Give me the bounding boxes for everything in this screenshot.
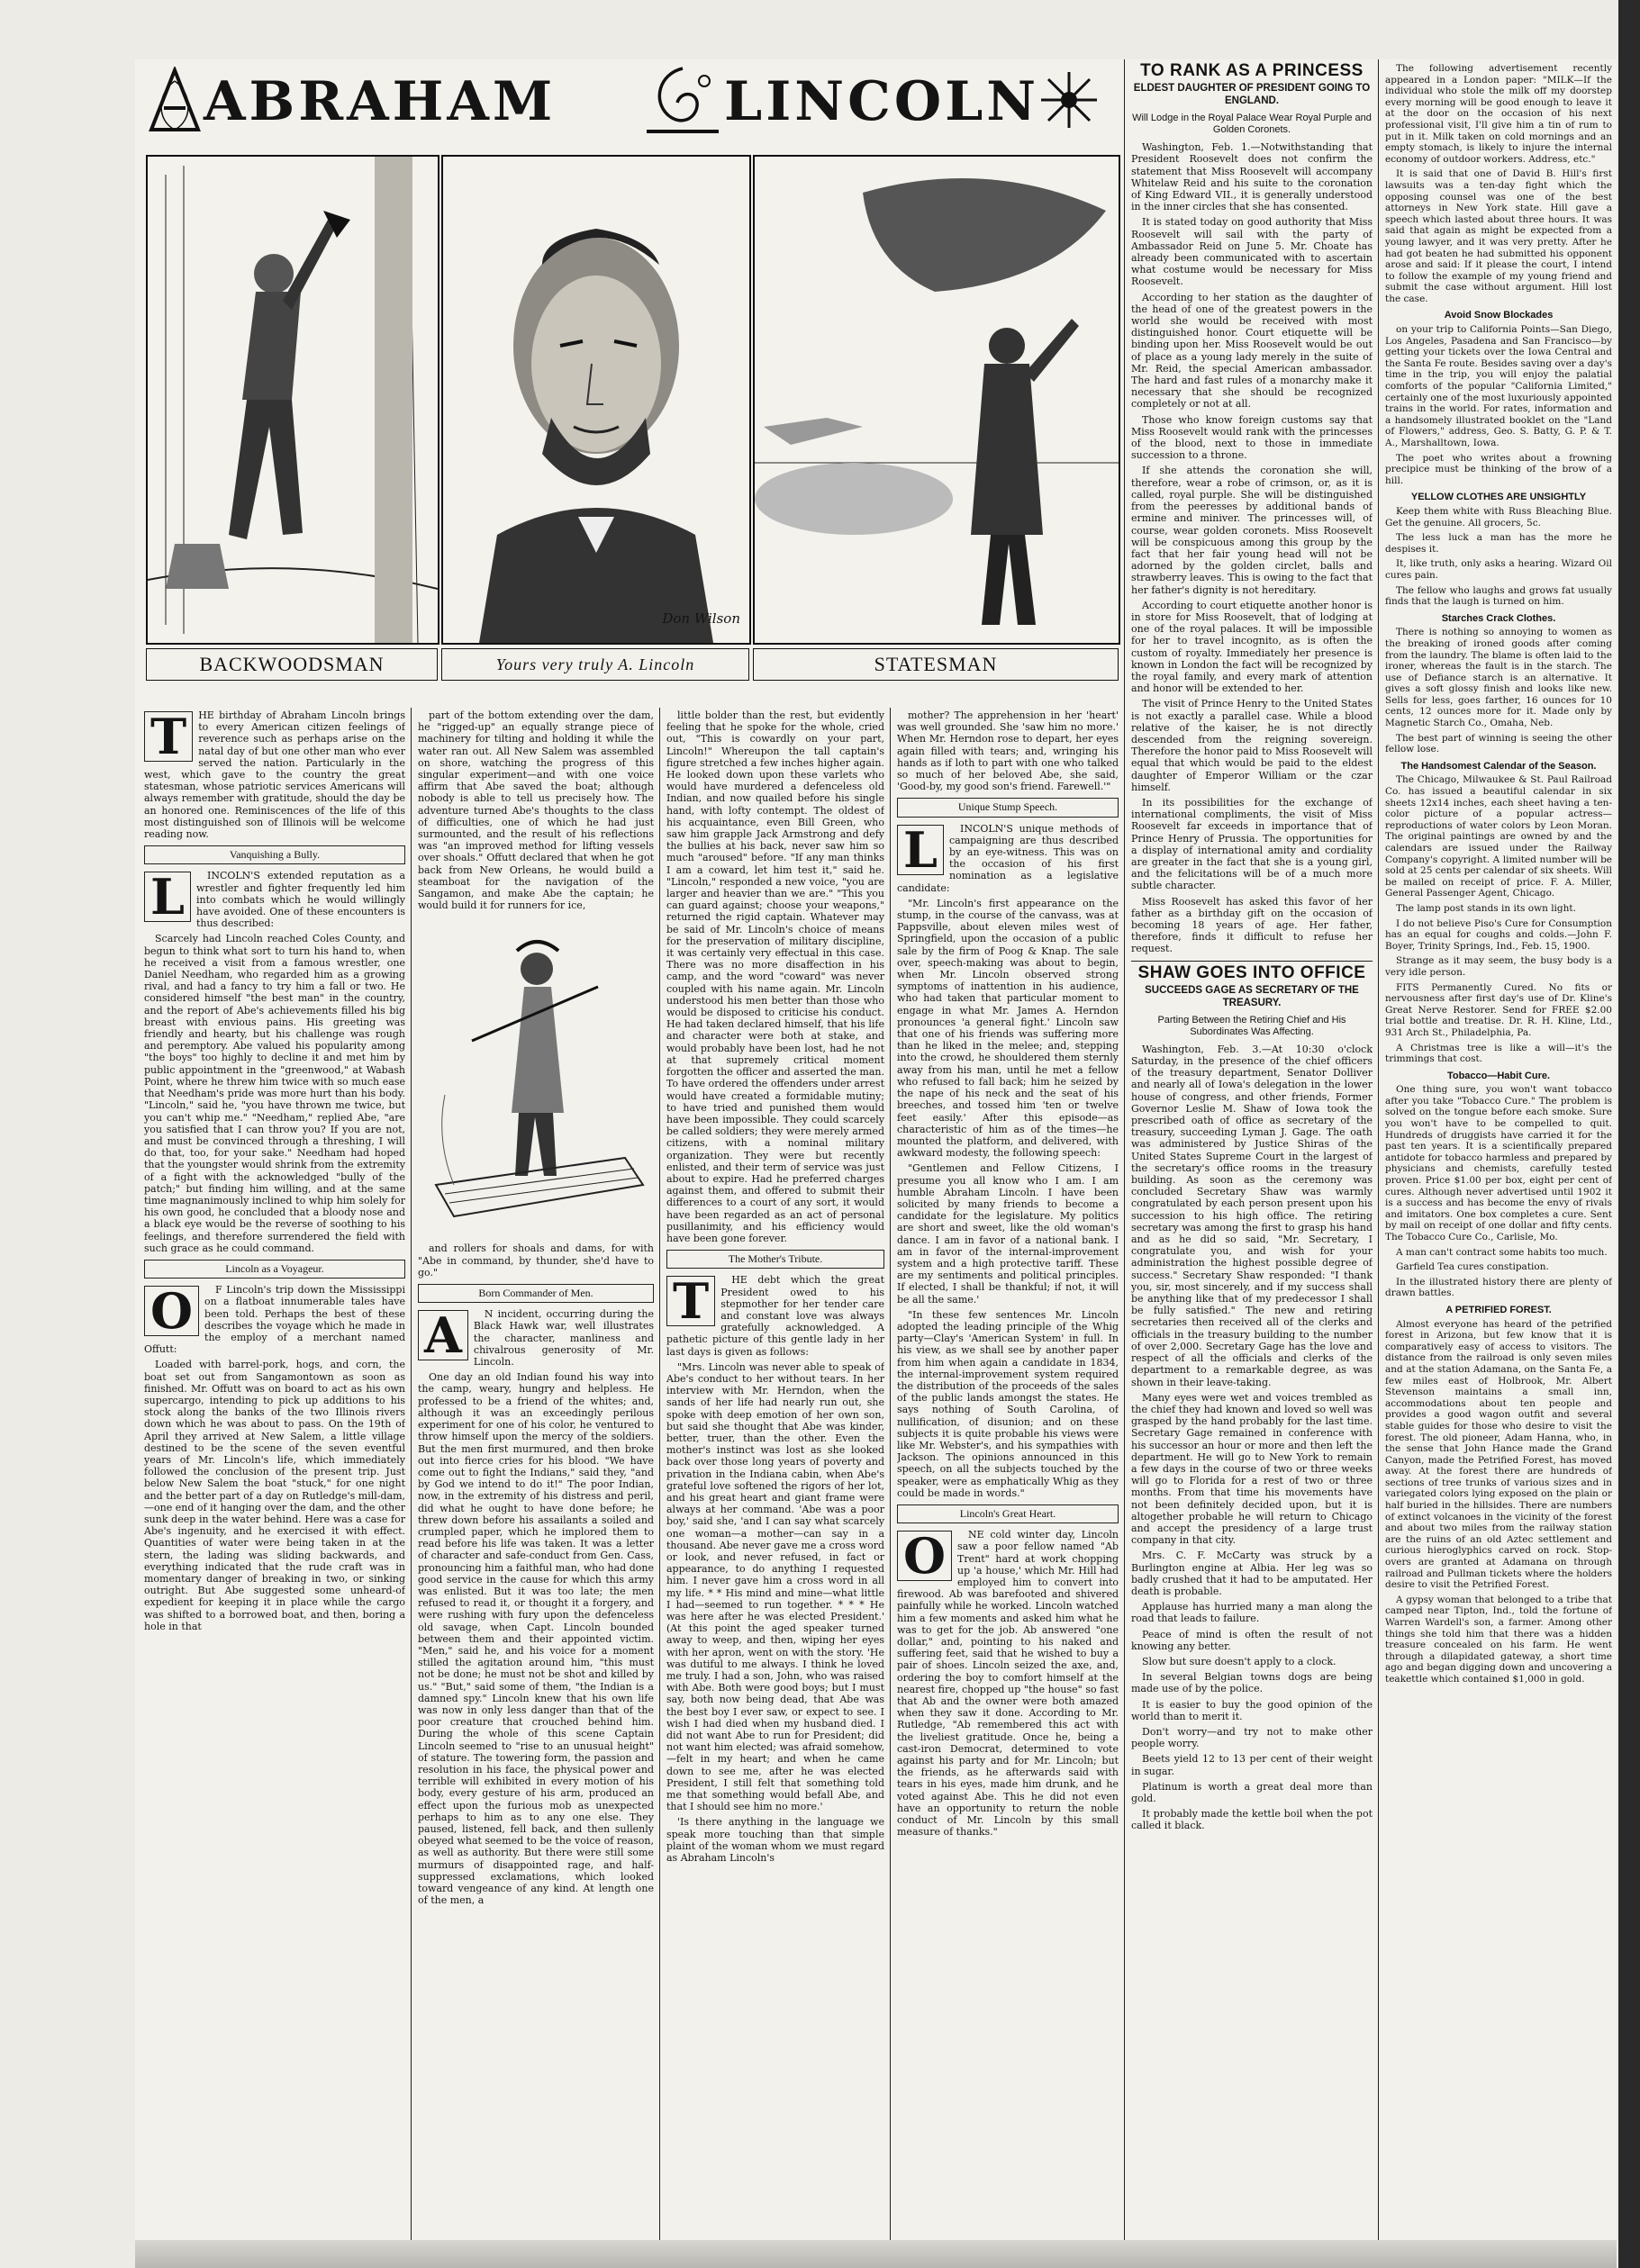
ad-item: Garfield Tea cures constipation. [1396, 1261, 1549, 1273]
paragraph: One day an old Indian found his way into the camp, weary, hungry and helpless. He professed to be a friend of the whites; and, although it was an exceedingly perilous experiment for one of his color, he ventured to throw himself upon the mercy of the soldiers. But the men first murmured, and then broke out into fierce cries for his blood. "We have come out to fight the Indians," said they, "and by God we intend to do it!" The poor Indian, now, in the extremity of his distress and peril, did what he ought to have done before; he threw down before his assailants a soiled and crumpled paper, which he implored them to read before his life was taken. It was a letter of character and safe-conduct from Gen. Cass, pronouncing him a faithful man, who had done good service in the cause for which this army was enlisted. But it was too late; the men refused to read it, or thought it a forgery, and were rushing with fury upon the defenceless old savage, when Capt. Lincoln bounded between them and their appointed victim. "Men," said he, and his voice for a moment stilled the agitation around him, "this must not be done; he must not be shot and killed by us." "But," said some of them, "the Indian is a damned spy." Lincoln knew that his own life was now in only less danger than that of the poor creature that crouched behind him. During the whole of this scene Captain Lincoln seemed to "rise to an unusual height" of stature. The towering form, the passion and resolution in his face, the physical power and terrible will exhibited in every motion of his body, every gesture of his arm, produced an effect upon the furious mob as unexpected perhaps to him as to any one else. They paused, listened, fell back, and then sullenly obeyed what seemed to be the voice of reason, as well as authority. But there were still some murmurs of disappointed rage, and half-suppressed exclamations, which looked toward vengeance of any kind. At length one of the men, a [418, 1371, 654, 1907]
paragraph: Scarcely had Lincoln reached Coles County, and begun to think what sort to turn his hand to, when he received a visit from a famous wrestler, one Daniel Needham, who regarded him as a growing rival, and had a fancy to try him a fall or two. He considered himself "the best man" in the country, and the report of Abe's achievements filled his big breast with envious pains. His greeting was friendly and hearty, but his challenge was rough and peremptory. Abe valued his popularity among "the boys" too highly to decline it and met him by public appointment in the "greenwood," at Wabash Point, where he threw him twice with so much ease that Needham's pride was more hurt than his body. "Lincoln," said he, "you have thrown me twice, but you can't whip me." "Needham," replied Abe, "are you satisfied that I can throw you? If you are not, and must be convinced through a threshing, I will do that, too, for your sake." Needham had hoped that the youngster would shrink from the extremity of a fight with the acknowledged "bully of the patch;" but finding him willing, and at the same time magnanimously inclined to whip him solely for his own good, he concluded that a bloody nose and a black eye would be the reverse of soothing to his feelings, and therefore surrendered the field with such grace as he could command. [144, 933, 405, 1254]
column-3 [666, 709, 884, 2251]
drop-cap: T [144, 711, 193, 762]
masthead-title-second: LINCOLN [724, 70, 1040, 133]
paragraph: INCOLN'S unique methods of campaigning are thus described by an eye-witness. This was on the occasion of his first nomination as a legislative candidate: [897, 822, 1119, 894]
paragraph: little bolder than the rest, but evidently feeling that he spoke for the whole, cried out, "This is cowardly on your part, Lincoln!" Whereupon the tall captain's figure stretched a few inches higher again. He looked down upon these varlets who would have murdered a defenceless old Indian, and now quailed before his single hand, with lofty contempt. The oldest of his acquaintance, even Bill Green, who saw him grapple Jack Armstrong and defy the bullies at his back, never saw him so much "aroused" before. "If any man thinks I am a coward, let him test it," said he. "Lincoln," responded a new voice, "you are larger and heavier than we are." "This you can guard against; choose your weapons," returned the rigid captain. Whatever may be said of Mr. Lincoln's choice of means for the preservation of military discipline, it was certainly very effectual in this case. There was no more disaffection in his camp, and the word "coward" was never coupled with his name again. Mr. Lincoln understood his men better than those who would be disposed to criticise his conduct. He had taken declared himself, that his life and character were both at stake, and would probably have been lost, had he not at that supremely critical moment forgotten the officer and asserted the man. To have ordered the offenders under arrest would have created a formidable mutiny; to have tried and punished them would have been impossible. They could scarcely be called soldiers; they were merely armed citizens, with a nominal military organization. They were but recently enlisted, and their term of service was just about to expire. Had he preferred charges against them, and offered to submit their differences to a court of any sort, it would have been regarded as an act of personal pusillanimity, and his efficiency would have been gone forever. [666, 709, 884, 1244]
ad-item: The following advertisement recently appeared in a London paper: "MILK—If the individual who stole the milk off my doorstep every morning will be good enough to leave it at the door on the occasion of his next professional visit, I'll give him a tin of rum to put in it. Milk taken on cold mornings and an empty stomach, is likely to injure the internal economy of outdoor workers. Address, etc." [1385, 63, 1612, 165]
ad-item: It is said that one of David B. Hill's first lawsuits was a ten-day fight which the opposing counsel was one of the best attorneys in New York state. Hill gave a speech which lasted about three hours. It was said that again as might be expected from a young lawyer, and it was very pretty. After he had got beaten he had submitted his opponent arose and said: If it please the court, I intend to follow the example of my young friend and submit the case without argument. Hill lost the case. [1385, 168, 1612, 304]
heading-voyageur: Lincoln as a Voyageur. [144, 1260, 405, 1279]
column-rule [1378, 59, 1379, 2252]
scan-edge-bottom [135, 2240, 1617, 2268]
caption-backwoodsman: BACKWOODSMAN [146, 648, 438, 681]
drop-cap: L [897, 825, 944, 875]
commander-article [418, 1308, 654, 1906]
caption-statesman: STATESMAN [753, 648, 1119, 681]
illustration-portrait [441, 155, 751, 645]
artist-signature: Don Wilson [662, 610, 740, 627]
paragraph: According to court etiquette another honor is in store for Miss Roosevelt, that of lodging at one of the royal palaces. It will be impossible for her to travel incognito, as is often the custom of royalty. Immediately her presence is known in London the fact will be recognized by the royal family, and every mark of attention and honor will be extended to her. [1131, 599, 1373, 695]
masthead [148, 63, 1120, 137]
paragraph: Washington, Feb. 1.—Notwithstanding that President Roosevelt does not confirm the statement that Miss Roosevelt will accompany Whitelaw Reid and his suite to the coronation of King Edward VII., it is generally understood in the inner circles that she has consented. [1131, 141, 1373, 213]
headline-princess: TO RANK AS A PRINCESS [1140, 63, 1364, 80]
paragraph: In its possibilities for the exchange of international compliments, the visit of Miss Roosevelt far exceeds in importance that of Prince Henry of Prussia. The opportunities for a display of international amity and cordiality are greater in the fact that she is a young girl, and the felicitations will be of a much more subtle character. [1131, 796, 1373, 892]
paragraph: HE debt which the great President owed to his stepmother for her tender care and constant love was always gratefully acknowledged. A pathetic picture of this gentle lady in her last days is given as follows: [666, 1274, 884, 1358]
paragraph: Don't worry—and try not to make other people worry. [1131, 1725, 1373, 1750]
paragraph: According to her station as the daughter of the head of one of the greatest powers in the world she would be received with most distinguished honor. Court etiquette will be binding upon her. Miss Roosevelt would be out of place as a young lady merely in the suite of Mr. Reid, the special American ambassador. The hard and fast rules of a monarchy make it necessary that she should be recognized completely or not at all. [1131, 291, 1373, 411]
ad-item: The fellow who laughs and grows fat usually finds that the laugh is turned on him. [1385, 584, 1612, 608]
heading-stump-speech: Unique Stump Speech. [897, 798, 1119, 817]
column-2 [418, 709, 654, 2251]
illustration-statesman [753, 155, 1120, 645]
intro-text: HE birthday of Abraham Lincoln brings to every American citizen feelings of reverence such as perhaps arise on the natal day of but one other man who ever served the nation. Particularly in the west, which gave to the country the great statesman, whose patriotic services Americans will always remember with gratitude, should the day be an honored one. Reminiscences of the life of this most distinguished son of Illinois will be welcome reading now. [144, 709, 405, 841]
heading-great-heart: Lincoln's Great Heart. [897, 1504, 1119, 1523]
column-rule [411, 708, 412, 2252]
scan-edge-right [1618, 0, 1640, 2268]
paragraph: Mrs. C. F. McCarty was struck by a Burlington engine at Albia. Her leg was so badly crushed that it had to be amputated. Her death is probable. [1131, 1550, 1373, 1597]
paragraph: Platinum is worth a great deal more than gold. [1131, 1780, 1373, 1804]
woodchopper-illustration [148, 157, 438, 643]
divider [1131, 961, 1373, 962]
paragraph: The visit of Prince Henry to the United States is not exactly a parallel case. While a blood relative of the kaiser, he is not directly descended from the reigning sovereign. Therefore the honor paid to Miss Roosevelt will equal that which would be paid to the eldest daughter of Emperor William or the czar himself. [1131, 698, 1373, 793]
masthead-title-first: ABRAHAM [204, 70, 557, 133]
paragraph: If she attends the coronation she will, therefore, wear a robe of crimson, or, as it is called, royal purple. She will be distinguished from the peeresses by additional bands of ermine and miniver. The princesses will, of course, wear golden coronets. Miss Roosevelt will be conspicuous among this group by the fact that her fair young head will not be adorned by the golden circlet, balls and strawberry leaves. This is owing to the fact that her father's dignity is not hereditary. [1131, 465, 1373, 596]
paragraph: Miss Roosevelt has asked this favor of her father as a birthday gift on the occasion of becoming 18 years of age. Her father, therefore, finds it difficult to refuse her request. [1131, 895, 1373, 955]
intro-article [144, 709, 405, 840]
subhead2-princess: Will Lodge in the Royal Palace Wear Royal Purple and Golden Coronets. [1132, 113, 1372, 136]
drop-cap: T [666, 1276, 715, 1326]
paragraph: "Mrs. Lincoln was never able to speak of Abe's conduct to her without tears. In her interview with Mr. Herndon, when the sands of her life had nearly run out, she spoke with deep emotion of her own son, but said she thought that Abe was kinder, better, truer, than the other. Even the mother's instinct was lost as she looked back over those long years of poverty and privation in the Indiana cabin, when Abe's grateful love softened the rigors of her lot, and his great heart and giant frame were always at her command. 'Abe was a poor boy,' said she, 'and I can say what scarcely one woman—a mother—can say in a thousand. Abe never gave me a cross word or look, and never refused, in fact or appearance, to do anything I requested him. I never gave him a cross word in all my life. * * His mind and mine—what little I had—seemed to run together. * * * He was here after he was elected President.' (At this point the aged speaker turned away to weep, and then, wiping her eyes with her apron, went on with the story. 'He was dutiful to me always. I think he loved me truly. I had a son, John, who was raised with Abe. Both were good boys; but I must say, both now being dead, that Abe was the best boy I ever saw, or expect to see. I wish I had died when my husband died. I did not want Abe to run for President; did not want him elected; was afraid somehow,—felt in my heart; and when he came down to see me, after he was elected President, I still felt that something told me that something would befall Abe, and that I should see him no more.' [666, 1360, 884, 1813]
paragraph: INCOLN'S extended reputation as a wrestler and fighter frequently led him into combats which he would willingly have avoided. One of these encounters is thus described: [195, 870, 405, 930]
mother-article [666, 1274, 884, 1864]
column-1 [144, 709, 405, 2251]
ad-item: The poet who writes about a frowning precipice must be thinking of the brow of a hill. [1385, 452, 1612, 486]
paragraph: F Lincoln's trip down the Mississippi on a flatboat innumerable tales have been told. Perhaps the best of these describes the voyage which he made in the employ of a merchant named Offutt: [144, 1284, 405, 1356]
paragraph: It is stated today on good authority that Miss Roosevelt will sail with the party of Ambassador Reid on June 5. Mr. Choate has already been communicated with to ascertain what costume would be necessary for Miss Roosevelt. [1131, 216, 1373, 288]
paragraph: "Mr. Lincoln's first appearance on the stump, in the course of the canvass, was at Pappsville, about eleven miles west of Springfield, upon the occasion of a public sale by the firm of Poog & Knap. The sale over, speech-making was about to begin, when Mr. Lincoln observed strong symptoms of inattention in his audience, who had taken that particular moment to engage in what Mr. James A. Herndon pronounces 'a general fight.' Lincoln saw that one of his friends was suffering more than he liked in the melee; and, stepping into the crowd, he shouldered them sternly away from his man, until he met a fellow who refused to fall back; him he seized by the nape of his neck and the seat of his breeches, and tossed him 'ten or twelve feet easily.' After this episode—as characteristic of him as of the times—he mounted the platform, and delivered, with awkward modesty, the following speech: [897, 897, 1119, 1160]
woman-on-raft-illustration [418, 915, 654, 1239]
subhead2-shaw: Parting Between the Retiring Chief and His Subordinates Was Affecting. [1157, 1014, 1346, 1037]
drop-cap: O [897, 1531, 952, 1581]
orator-illustration [755, 157, 1119, 643]
heading-vanquishing-bully: Vanquishing a Bully. [144, 845, 405, 864]
illustration-backwoodsman [146, 155, 439, 645]
ad-item: A gypsy woman that belonged to a tribe that camped near Tipton, Ind., told the fortune of Warren Wardell's son, a farmer. Among other things she told him that there was a hidden treasure concealed on his farm. He went through a dilapidated gateway, a short time ago and began digging down and uncovering a teakettle which contained $1,000 in gold. [1385, 1594, 1612, 1685]
column-rule [659, 708, 660, 2252]
heading-mothers-tribute: The Mother's Tribute. [666, 1250, 884, 1269]
paragraph: Many eyes were wet and voices trembled as the chief they had known and loved so well was grasped by the hand probably for the last time. Secretary Gage remained in conference with his successor an hour or more and then left the department. He will go to New York to remain a few days in the course of two or three weeks will go to Florida for a rest of two or three months. From that time his movements have not been definitely decided upon, but it is altogether probable he will return to Chicago and accept the presidency of a large trust company in that city. [1131, 1391, 1373, 1547]
paragraph: part of the bottom extending over the dam, he "rigged-up" an equally strange piece of machinery for tilting and holding it while the water ran out. All New Salem was assembled on shore, watching the progress of this singular experiment—and with one voice affirm that Abe saved the boat; although nobody is able to tell us precisely how. The adventure turned Abe's thoughts to the class of difficulties, one of which he had just surmounted, and the result of his reflections was "an improved method for lifting vessels over shoals." Offutt declared that when he got back from New Orleans, he would build a steamboat for the navigation of the Sangamon, and make Abe the captain; he would build it for runners for ice, [418, 709, 654, 912]
caption-signature: Yours very truly A. Lincoln [441, 648, 749, 681]
paragraph: Applause has hurried many a man along the road that leads to failure. [1131, 1601, 1373, 1625]
paragraph: Slow but sure doesn't apply to a clock. [1142, 1655, 1336, 1667]
ad-item: A PETRIFIED FOREST. Almost everyone has heard of the petrified forest in Arizona, but few know that it is comparatively easy of access to visitors. The distance from the railroad is only seven miles and at the station Adamana, on the Santa Fe, a few miles east of Holbrook, Mr. Albert Stevenson maintains a small inn, accommodations about ten people and provides a good wagon outfit and several stable guides for those who desire to visit the forest. The old pioneer, Adam Hanna, who, in the sense that John Hance made the Grand Canyon, made the Petrified Forest, has moved away. At the forest there are hundreds of sections of tree trunks of various sizes and in variegated colors lying exposed on the plain or half buried in the hillsides. There are numbers of extinct volcanoes in the vicinity of the forest and about two miles from the railway station are the ruins of an old Aztec settlement and curious hieroglyphics carved on rock. Stop-overs are granted at Adamana on through railroad and Pullman tickets where the holders desire to visit the Petrified Forest. [1385, 1304, 1612, 1591]
ad-item: YELLOW CLOTHES ARE UNSIGHTLY Keep them white with Russ Bleaching Blue. Get the genuine. All grocers, 5c. [1385, 492, 1612, 529]
ornament-left-icon [148, 67, 202, 133]
ad-item: It, like truth, only asks a hearing. Wizard Oil cures pain. [1385, 558, 1612, 581]
lincoln-portrait-illustration [443, 157, 749, 643]
heading-born-commander: Born Commander of Men. [418, 1284, 654, 1303]
column-rule [1124, 59, 1125, 2252]
drop-cap: O [144, 1286, 199, 1336]
ad-item: A man can't contract some habits too much. [1396, 1246, 1608, 1258]
paragraph: Those who know foreign customs say that Miss Roosevelt would rank with the princesses of the blood, next to those in immediate succession to a throne. [1131, 413, 1373, 462]
paragraph: 'Is there anything in the language we speak more touching than that simple plaint of the woman whom we must regard as Abraham Lincoln's [666, 1816, 884, 1865]
column-rule [890, 708, 891, 2252]
ad-item: The Handsomest Calendar of the Season. The Chicago, Milwaukee & St. Paul Railroad Co. has issued a beautiful calendar in six sheets 12x14 inches, each sheet having a ten-color picture of a popular actress—reproductions of water colors by Leon Moran. The original paintings are owned by and the calendars are issued under the Railway Company's copyright. A limited number will be sold at 25 cents per calendar of six sheets. Will be mailed on receipt of price. F. A. Miller, General Passenger Agent, Chicago. [1385, 760, 1612, 899]
ad-item: The best part of winning is seeing the other fellow lose. [1385, 732, 1612, 755]
ad-item: Starches Crack Clothes. There is nothing so annoying to women as the breaking of ironed goods after coming from the laundry. The blame is often laid to the ironer, whereas the fault is in the starch. The use of Defiance starch is an alternative. It gives a soft glossy finish and looks like new. Sells for less, goes farther, 16 ounces for 10 cents, 12 ounces more for it. Made only by Magnetic Starch Co., Omaha, Neb. [1385, 612, 1612, 729]
column-6-ads [1385, 63, 1612, 2251]
newspaper-page [135, 59, 1617, 2256]
subhead-princess: ELDEST DAUGHTER OF PRESIDENT GOING TO ENGLAND. [1133, 83, 1371, 107]
stump-article [897, 820, 1119, 1499]
paragraph: "In these few sentences Mr. Lincoln adopted the leading principle of the Whig party—Clay's 'American System' in full. In his view, as we shall see by another paper from him when again a candidate in 1834, the internal-improvement system required the distribution of the proceeds of the sales of the public lands amongst the states. He says nothing of South Carolina, of nullification, of disunion; and on these subjects it is quite probable his views were like Mr. Webster's, and his sympathies with Jackson. The opinions announced in this speech, on all the subjects touched by the speaker, were as emphatically Whig as they could be made in words." [897, 1308, 1119, 1499]
ad-item: The lamp post stands in its own light. [1396, 902, 1576, 914]
star-ornament-icon [1037, 68, 1101, 131]
ad-item: Tobacco—Habit Cure. One thing sure, you won't want tobacco after you take "Tobacco Cure." The problem is solved on the tongue before each smoke. Sure you won't have to be compelled to quit. Hundreds of druggists have carried it for the past ten years. It is a scientifically prepared antidote for tobacco harmless and prepared by physicians and chemists, carefully tested proven. Price $1.00 per box, eight per cent of cures. Although never advertised until 1902 it is a success and has become the envy of rivals and imitators. One box completes a cure. Sent by mail on receipt of one dollar and fifty cents. The Tobacco Cure Co., Carlisle, Mo. [1385, 1070, 1612, 1242]
ad-item: Avoid Snow Blockades on your trip to California Points—San Diego, Los Angeles, Pasadena and San Francisco—by getting your tickets over the Iowa Central and the Santa Fe route. Besides saving over a day's time in the trip, you will enjoy the palatial comforts of the popular "California Limited," certainly one of the most luxuriously appointed trains in the world. For rates, information and a handsomely illustrated booklet on the "Land of Flowers," address, Geo. S. Batty, G. P. & T. A., Marshalltown, Iowa. [1385, 310, 1612, 448]
ad-item: A Christmas tree is like a will—it's the trimmings that cost. [1385, 1042, 1612, 1065]
drop-cap: A [418, 1310, 468, 1360]
paragraph: In several Belgian towns dogs are being made use of by the police. [1131, 1671, 1373, 1695]
column-4 [897, 709, 1119, 2251]
paragraph: Peace of mind is often the result of not knowing any better. [1131, 1628, 1373, 1652]
paragraph: It probably made the kettle boil when the pot called it black. [1131, 1808, 1373, 1832]
paragraph: mother? The apprehension in her 'heart' was well grounded. She 'saw him no more.' When Mr. Herndon rose to depart, her eyes again filled with tears; and, wringing his hands as if loth to part with one who talked so much of her beloved Abe, she said, 'Good-by, my good son's friend. Farewell.'" [897, 709, 1119, 793]
ad-item: In the illustrated history there are plenty of drawn battles. [1385, 1276, 1612, 1299]
voyageur-article [144, 1284, 405, 1632]
ad-item: I do not believe Piso's Cure for Consumption has an equal for coughs and colds.—John F. Boyer, Trinity Springs, Ind., Feb. 15, 1900. [1385, 917, 1612, 952]
bully-article [144, 870, 405, 1254]
ornament-center-icon [641, 65, 724, 137]
ad-item: The less luck a man has the more he despises it. [1385, 532, 1612, 555]
ad-item: FITS Permanently Cured. No fits or nervousness after first day's use of Dr. Kline's Great Nerve Restorer. Send for FREE $2.00 trial bottle and treatise. Dr. R. H. Kline, Ltd., 931 Arch St., Philadelphia, Pa. [1385, 981, 1612, 1038]
paragraph: and rollers for shoals and dams, for with "Abe in command, by thunder, she'd have to go." [418, 1242, 654, 1279]
paragraph: Beets yield 12 to 13 per cent of their weight in sugar. [1131, 1753, 1373, 1777]
paragraph: "Gentlemen and Fellow Citizens, I presume you all know who I am. I am humble Abraham Lincoln. I have been solicited by many friends to become a candidate for the legislature. My politics are short and sweet, like the old woman's dance. I am in favor of a national bank. I am in favor of the internal-improvement system and a high protective tariff. These are my sentiments and political principles. If elected, I shall be thankful; if not, it will be all the same.' [897, 1162, 1119, 1306]
drop-cap: L [144, 872, 191, 922]
column-5 [1131, 63, 1373, 2251]
paragraph: Loaded with barrel-pork, hogs, and corn, the boat set out from Sangamontown as soon as finished. Mr. Offutt was on board to act as his own supercargo, intending to pick up additions to his stock along the banks of the two Illinois rivers down which he was about to pass. On the 19th of April they arrived at New Salem, a little village destined to be the scene of the seven eventful years of Mr. Lincoln's life, which immediately followed the conclusion of the present trip. Just below New Salem the boat "stuck," for one night and the better part of a day on Rutledge's mill-dam,—one end of it hanging over the dam, and the other sunk deep in the water behind. Here was a case for Abe's ingenuity, and he exercised it with effect. Quantities of water were being taken in at the stern, the lading was sliding backwards, and everything indicated that the rude craft was in momentary danger of breaking in two, or sinking outright. But Abe suggested some unheard-of expedient for keeping it in place while the cargo was shifted to a borrowed boat, and then, boring a hole in that [144, 1359, 405, 1632]
heart-article [897, 1529, 1119, 1838]
paragraph: Washington, Feb. 3.—At 10:30 o'clock Saturday, in the presence of the chief officers of the treasury department, Senator Dolliver and nearly all of Iowa's delegation in the lower house of congress, and other friends, Former Governor Leslie M. Shaw of Iowa took the prescribed oath of office as secretary of the treasury, succeeding Lyman J. Gage. The oath was administered by Justice Shiras of the United States Supreme Court in the largest of the secretary's office rooms in the treasury building. As soon as the ceremony was concluded Secretary Shaw was warmly congratulated by each person present upon his succession to his high office. The retiring secretary was among the first to grasp his hand and as he did so said, "Mr. Secretary, I congratulate you, and wish for your administration the highest possible degree of success." Secretary Shaw responded: "I thank you, sir, most sincerely, and if my success shall be anything like that of my predecessor I shall be fully satisfied." The new and retiring secretaries then received all of the clerks and officials in the treasury building to the number of over 2,000. Secretary Gage has the love and respect of all the officials and clerks of the department to a remarkable degree, as was shown in their leave-taking. [1131, 1043, 1373, 1388]
headline-shaw: SHAW GOES INTO OFFICE [1137, 962, 1366, 982]
flatboat-illustration [418, 915, 654, 1239]
paragraph: It is easier to buy the good opinion of the world than to merit it. [1131, 1698, 1373, 1722]
paragraph: N incident, occurring during the Black Hawk war, well illustrates the character, manliness and chivalrous generosity of Mr. Lincoln. [473, 1308, 654, 1369]
subhead-shaw: SUCCEEDS GAGE AS SECRETARY OF THE TREASURY. [1145, 984, 1359, 1008]
paragraph: NE cold winter day, Lincoln saw a poor fellow named "Ab Trent" hard at work chopping up 'a house,' which Mr. Hill had employed him to convert into firewood. Ab was barefooted and shivered painfully while he worked. Lincoln watched him a few moments and asked him what he was to get for the job. Ab answered "one dollar," and, pointing to his naked and suffering feet, said that he wished to buy a pair of shoes. Lincoln seized the axe, and, ordering the boy to comfort himself at the nearest fire, chopped up "the house" so fast that Ab and the owner were both amazed when they saw it done. According to Mr. Rutledge, "Ab remembered this act with the liveliest gratitude. Once he, being a cast-iron Democrat, determined to vote against his party and for Mr. Lincoln; but the friends, as he afterwards said with tears in his eyes, made him drunk, and he voted against Abe. This he did not even have an opportunity to return the noble conduct of Mr. Lincoln by this small measure of thanks." [897, 1529, 1119, 1839]
ad-item: Strange as it may seem, the busy body is a very idle person. [1385, 955, 1612, 978]
